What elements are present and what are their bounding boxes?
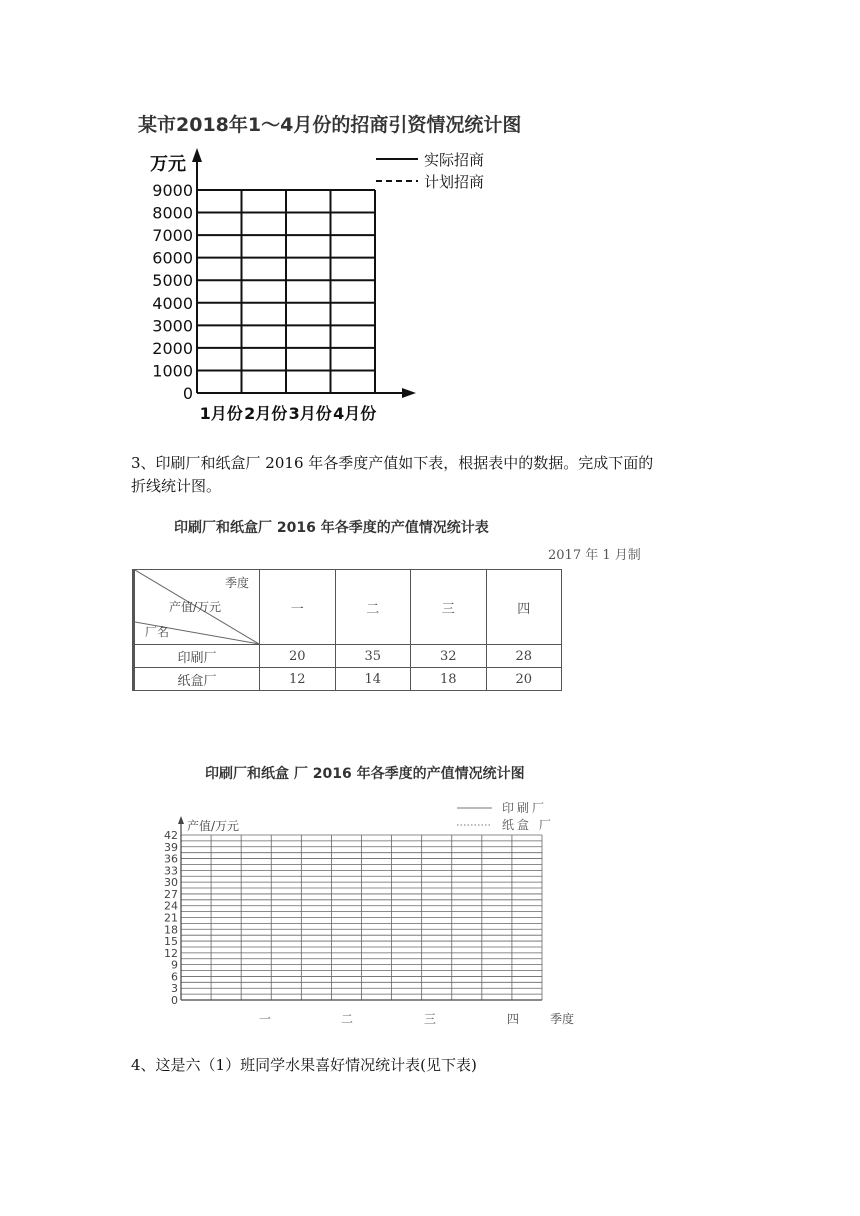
- y-tick-label: 39: [164, 840, 178, 854]
- table-cell: 20: [260, 645, 336, 668]
- y-tick-label: 36: [164, 852, 178, 866]
- x-tick-label: 1月份: [199, 404, 243, 423]
- y-tick-label: 24: [164, 899, 178, 913]
- y-axis-label: 产值/万元: [187, 819, 240, 833]
- x-tick-label: 三: [423, 1012, 437, 1026]
- x-tick-label: 3月份: [288, 404, 332, 423]
- table-title: 印刷厂和纸盒厂 2016 年各季度的产值情况统计表: [174, 520, 489, 536]
- table-corner-header: [134, 570, 260, 645]
- table-cell: 28: [486, 645, 562, 668]
- x-axis-arrow: [402, 388, 416, 398]
- y-tick-label: 3000: [152, 316, 193, 336]
- production-chart: [150, 790, 590, 1035]
- y-tick-label: 0: [171, 994, 178, 1007]
- table-cell: 14: [335, 668, 411, 691]
- production-table: [132, 569, 562, 691]
- y-tick-label: 27: [164, 887, 178, 901]
- chart2-title: 印刷厂和纸盒 厂 2016 年各季度的产值情况统计图: [205, 766, 525, 782]
- table-cell: 18: [411, 668, 487, 691]
- y-tick-label: 7000: [152, 226, 193, 246]
- investment-chart: [140, 140, 485, 430]
- y-tick-label: 0: [182, 384, 193, 403]
- x-axis-label: 季度: [550, 1012, 575, 1026]
- y-tick-label: 18: [164, 923, 178, 937]
- question-4: 4、这是六（1）班同学水果喜好情况统计表(见下表): [131, 1056, 477, 1074]
- question-3-line-1: 3、印刷厂和纸盒厂 2016 年各季度产值如下表，根据表中的数据。完成下面的: [131, 454, 654, 472]
- legend-label: 实际招商: [424, 151, 485, 169]
- y-tick-label: 30: [164, 876, 178, 890]
- legend-label: 计划招商: [424, 173, 485, 191]
- y-tick-label: 42: [164, 829, 178, 842]
- corner-factory-label: 厂名: [145, 625, 170, 639]
- y-tick-label: 8000: [152, 203, 193, 223]
- chart1-title: 某市2018年1～4月份的招商引资情况统计图: [138, 114, 522, 136]
- table-made-date: 2017 年 1 月制: [548, 548, 641, 563]
- table-cell: 20: [486, 668, 562, 691]
- y-tick-label: 4000: [152, 293, 193, 313]
- y-tick-label: 9: [171, 958, 178, 972]
- y-tick-label: 6: [171, 970, 178, 984]
- column-header: 四: [486, 570, 562, 645]
- y-tick-label: 9000: [152, 181, 193, 200]
- y-tick-label: 33: [164, 864, 178, 878]
- y-tick-label: 6000: [152, 248, 193, 268]
- column-header: 一: [260, 570, 336, 645]
- corner-season-label: 季度: [224, 576, 249, 590]
- y-tick-label: 1000: [152, 361, 193, 381]
- x-tick-label: 2月份: [244, 404, 288, 423]
- y-axis-arrow: [192, 148, 202, 162]
- question-3-line-2: 折线统计图。: [131, 477, 222, 495]
- x-tick-label: 4月份: [333, 404, 377, 423]
- x-tick-label: 一: [258, 1012, 272, 1026]
- y-tick-label: 12: [164, 946, 178, 960]
- table-cell: 12: [260, 668, 336, 691]
- y-axis-label: 万元: [150, 154, 186, 175]
- legend-label: 纸盒 厂: [502, 818, 554, 832]
- y-tick-label: 5000: [152, 271, 193, 291]
- table-row: [134, 668, 562, 691]
- y-tick-label: 3: [171, 982, 178, 996]
- row-label: 纸盒厂: [134, 668, 260, 691]
- table-cell: 35: [335, 645, 411, 668]
- column-header: 二: [335, 570, 411, 645]
- legend-label: 印刷厂: [502, 801, 548, 815]
- y-tick-label: 2000: [152, 338, 193, 358]
- x-tick-label: 四: [506, 1012, 520, 1026]
- x-tick-label: 二: [340, 1012, 354, 1026]
- y-tick-label: 15: [164, 935, 178, 949]
- y-axis-arrow: [178, 816, 184, 824]
- column-header: 三: [411, 570, 487, 645]
- table-row: [134, 645, 562, 668]
- corner-value-label: 产值/万元: [169, 600, 222, 614]
- y-tick-label: 21: [164, 911, 178, 925]
- table-cell: 32: [411, 645, 487, 668]
- row-label: 印刷厂: [134, 645, 260, 668]
